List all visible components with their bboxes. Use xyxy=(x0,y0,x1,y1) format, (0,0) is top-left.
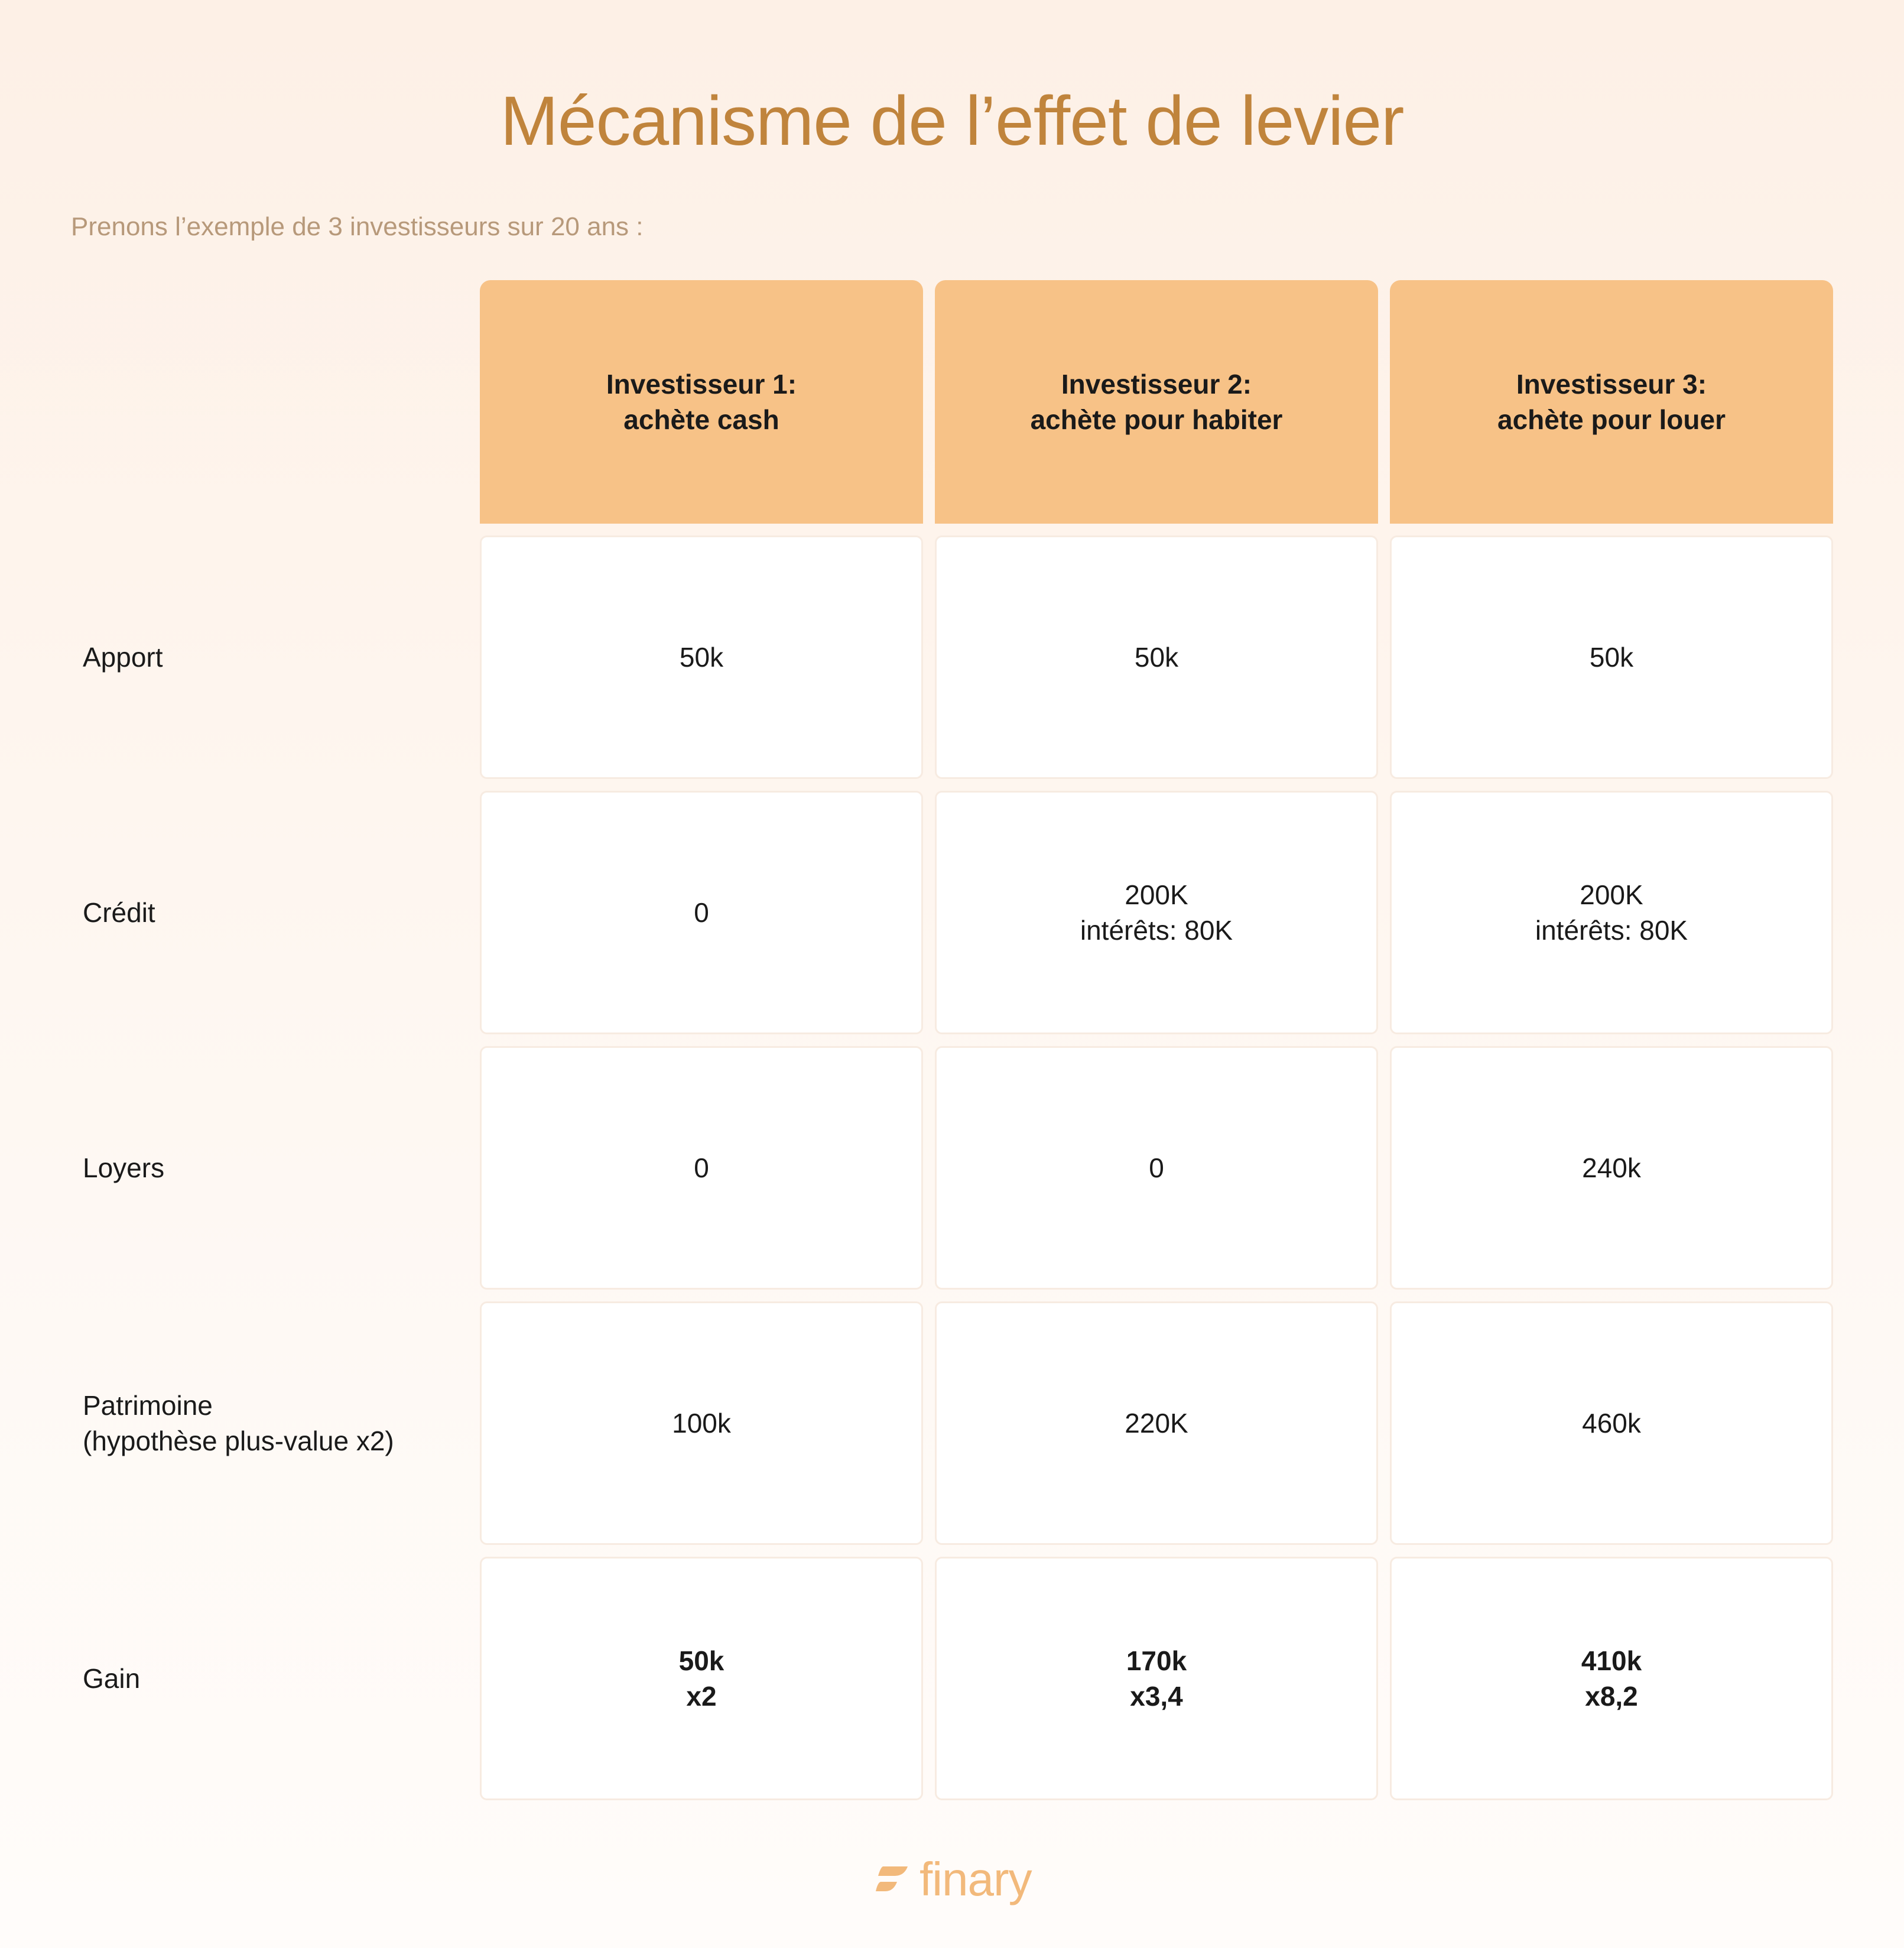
table-cell: 0 xyxy=(480,1046,923,1290)
row-label-gain: Gain xyxy=(83,1663,141,1694)
row-label-loyers: Loyers xyxy=(83,1152,165,1183)
row-label-credit: Crédit xyxy=(83,897,155,928)
brand-name: finary xyxy=(919,1853,1032,1905)
finary-mark-icon xyxy=(875,1864,910,1895)
row-label-patrimoine: Patrimoine (hypothèse plus-value x2) xyxy=(83,1390,394,1456)
column-header-investisseur-3: Investisseur 3: achète pour louer xyxy=(1390,280,1833,524)
column-header-investisseur-1: Investisseur 1: achète cash xyxy=(480,280,923,524)
finary-logo xyxy=(875,1850,1032,1909)
row-label-apport: Apport xyxy=(83,642,163,673)
table-cell: 200K intérêts: 80K xyxy=(935,791,1378,1034)
table-cell: 0 xyxy=(935,1046,1378,1290)
table-cell: 200K intérêts: 80K xyxy=(1390,791,1833,1034)
table-cell: 220K xyxy=(935,1301,1378,1545)
table-cell: 410k x8,2 xyxy=(1390,1557,1833,1800)
page-subtitle: Prenons l’exemple de 3 investisseurs sur 20 ans : xyxy=(71,212,644,241)
table-cell: 0 xyxy=(480,791,923,1034)
table-cell: 460k xyxy=(1390,1301,1833,1545)
column-header-investisseur-2: Investisseur 2: achète pour habiter xyxy=(935,280,1378,524)
table-cell: 50k x2 xyxy=(480,1557,923,1800)
table-cell: 50k xyxy=(1390,535,1833,779)
table-cell: 50k xyxy=(935,535,1378,779)
page-title: Mécanisme de l’effet de levier xyxy=(500,82,1404,160)
table-cell: 240k xyxy=(1390,1046,1833,1290)
table-cell: 100k xyxy=(480,1301,923,1545)
table-cell: 50k xyxy=(480,535,923,779)
table-cell: 170k x3,4 xyxy=(935,1557,1378,1800)
